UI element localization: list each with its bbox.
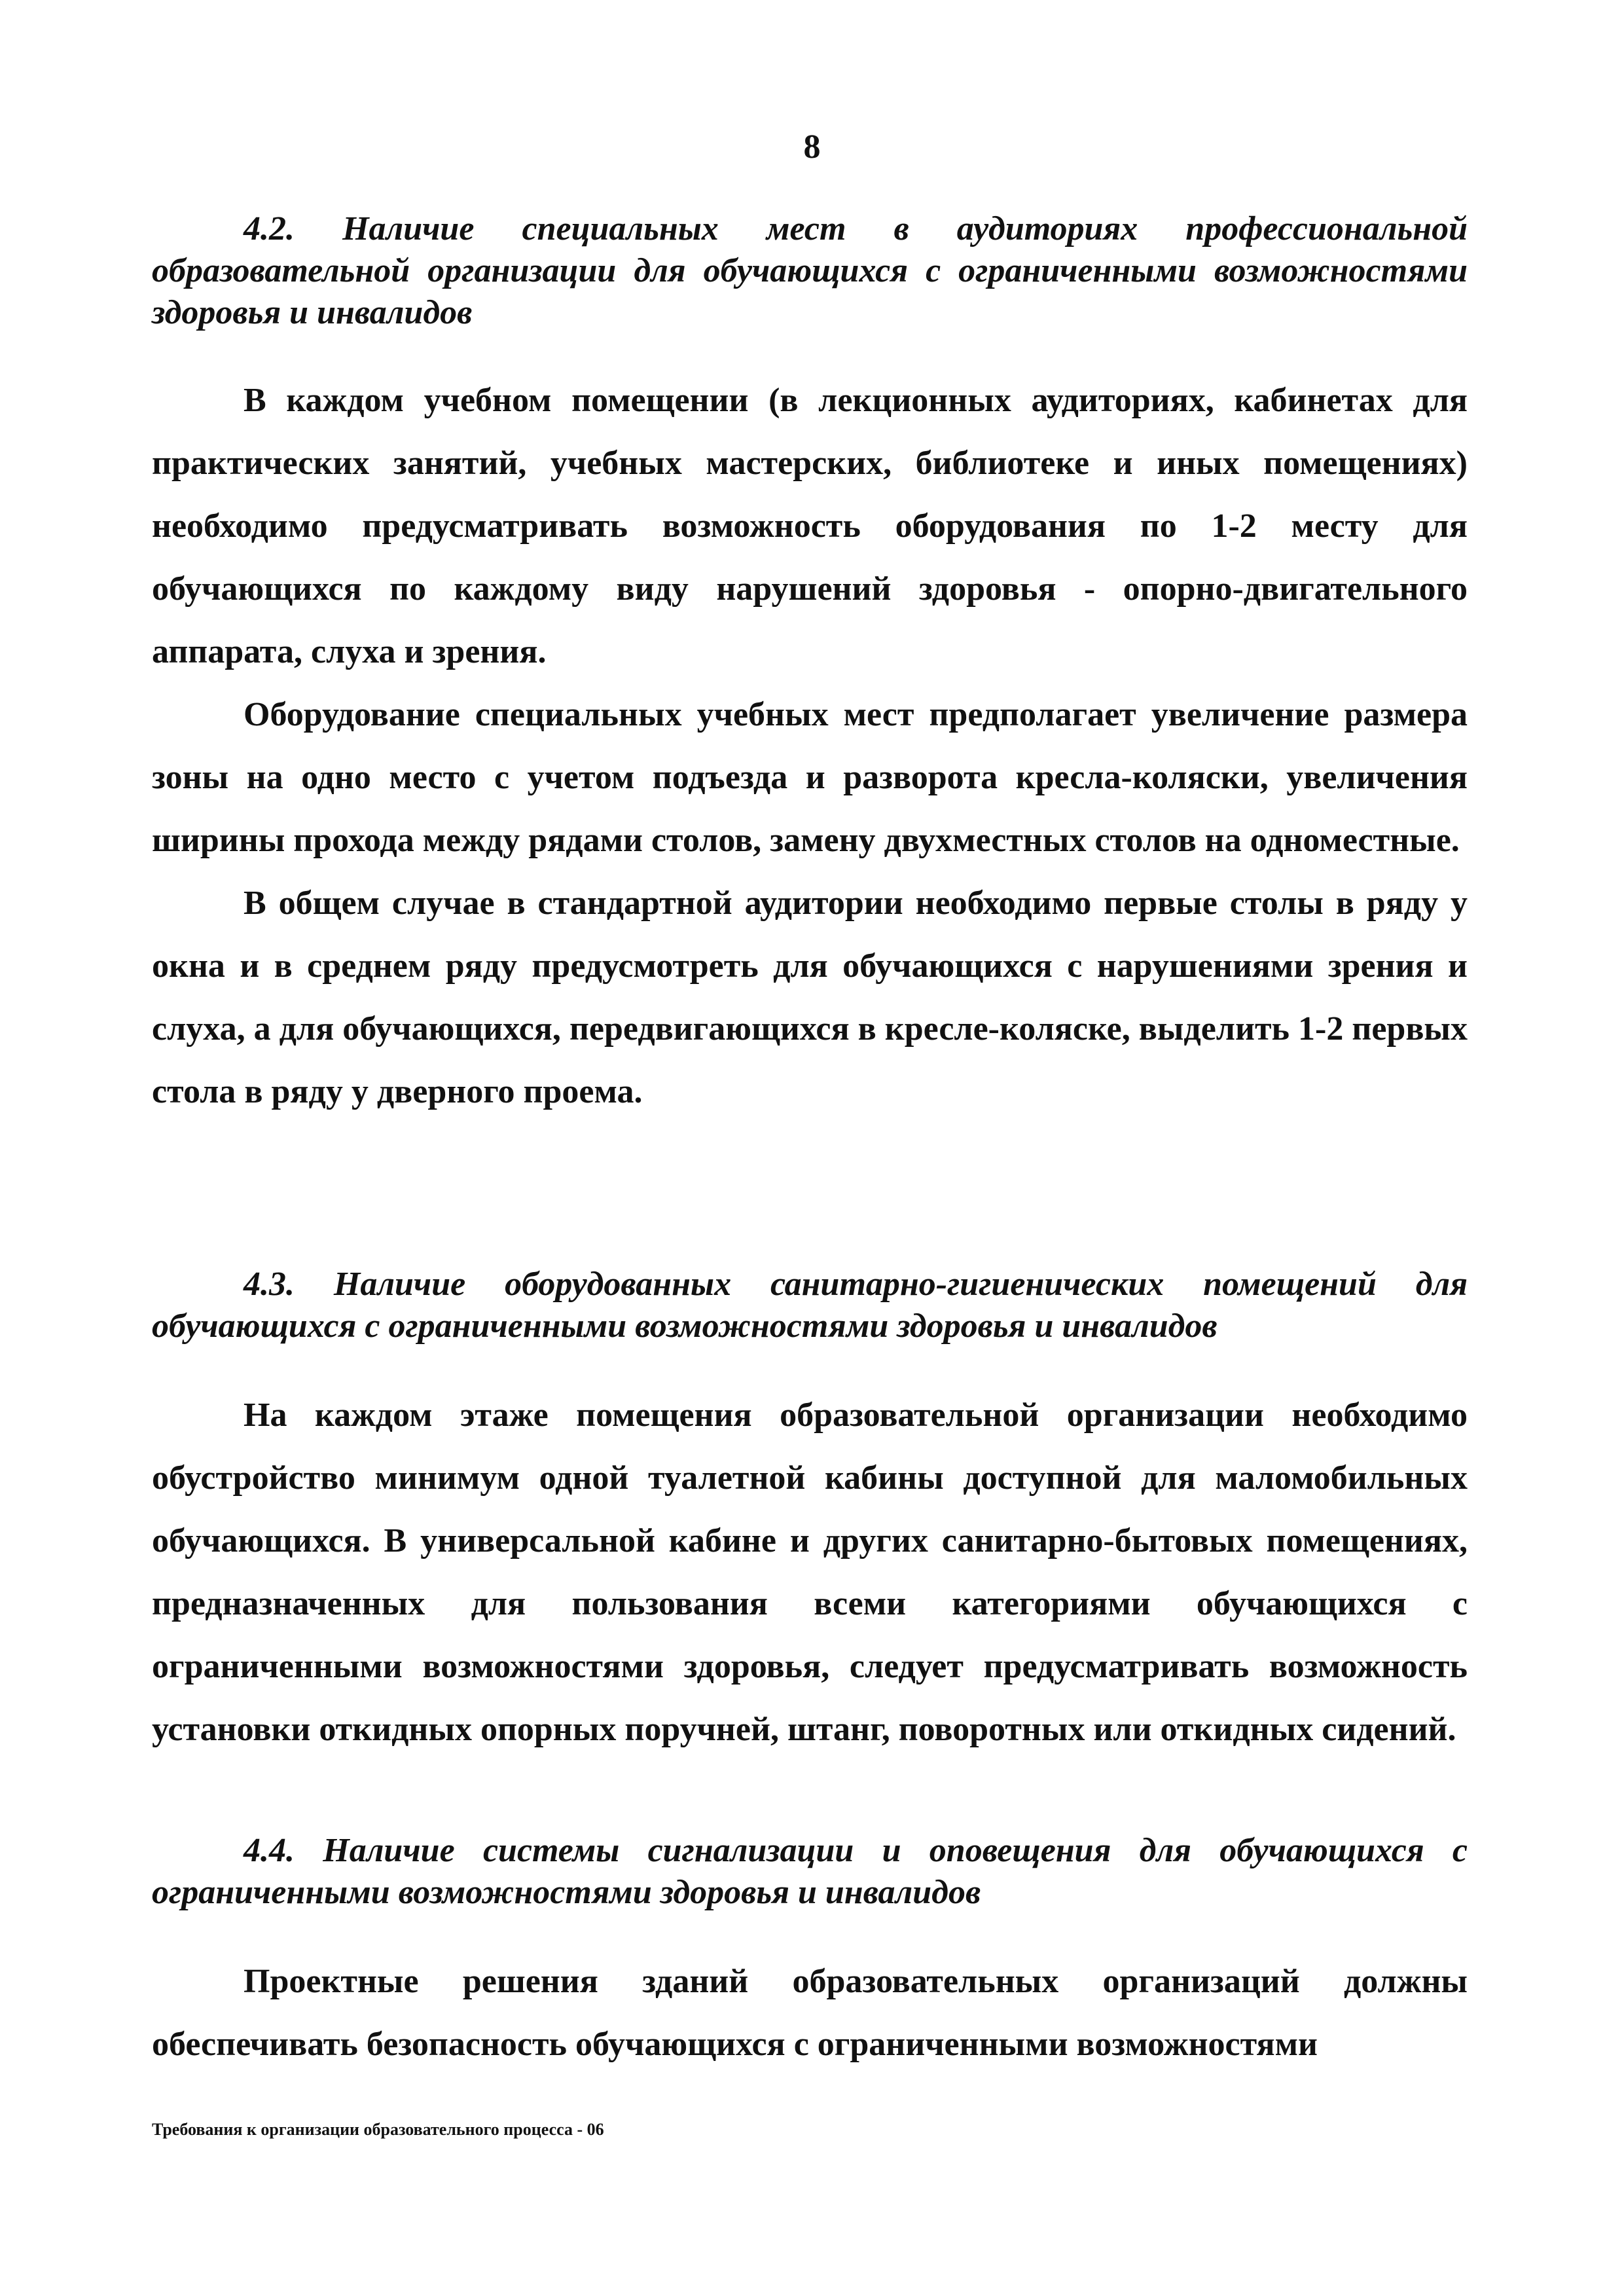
section-4-3 bbox=[152, 1264, 1468, 1761]
section-4-4 bbox=[152, 1830, 1468, 2076]
section-number: 4.2. bbox=[244, 210, 295, 247]
paragraph: Оборудование специальных учебных мест предполагает увеличение размера зоны на одно место с учетом подъезда и разворота кресла-коляски, увеличения ширины прохода между рядами столов, замену двухместных столов на одноместные. bbox=[152, 696, 1468, 859]
paragraph: На каждом этаже помещения образовательной организации необходимо обустройство минимум одной туалетной кабины доступной для маломобильных обучающихся. В универсальной кабине и других санитарно-бытовых помещениях, предназначенных для пользования всеми категориями обучающихся с ограниченными возможностями здоровья, следует предусматривать возможность установки откидных опорных поручней, штанг, поворотных или откидных сидений. bbox=[152, 1396, 1468, 1748]
section-number: 4.3. bbox=[244, 1266, 295, 1303]
page-footer: Требования к организации образовательного процесса - 06 bbox=[152, 2120, 604, 2139]
section-number: 4.4. bbox=[244, 1832, 295, 1869]
page-number: 8 bbox=[803, 128, 821, 166]
section-title: Наличие специальных мест в аудиториях профессиональной образовательной организации для обучающихся с ограниченными возможностями здоровья и инвалидов bbox=[152, 210, 1468, 331]
paragraph: В каждом учебном помещении (в лекционных аудиториях, кабинетах для практических занятий, учебных мастерских, библиотеке и иных помещениях) необходимо предусматривать возможность оборудования по 1-2 месту для обучающихся по каждому виду нарушений здоровья - опорно-двигательного аппарата, слуха и зрения. bbox=[152, 382, 1468, 670]
paragraph: Проектные решения зданий образовательных организаций должны обеспечивать безопасность обучающихся с ограниченными возможностями bbox=[152, 1963, 1468, 2063]
section-heading bbox=[152, 208, 1468, 334]
section-heading bbox=[152, 1830, 1468, 1914]
section-title: Наличие системы сигнализации и оповещения для обучающихся с ограниченными возможностями здоровья и инвалидов bbox=[152, 1832, 1468, 1911]
section-4-2 bbox=[152, 208, 1468, 1123]
paragraph: В общем случае в стандартной аудитории необходимо первые столы в ряду у окна и в среднем ряду предусмотреть для обучающихся с нарушениями зрения и слуха, а для обучающихся, передвигающихся в кресле-коляске, выделить 1-2 первых стола в ряду у дверного проема. bbox=[152, 884, 1468, 1110]
section-heading bbox=[152, 1264, 1468, 1347]
section-title: Наличие оборудованных санитарно-гигиенических помещений для обучающихся с ограниченными возможностями здоровья и инвалидов bbox=[152, 1266, 1468, 1345]
